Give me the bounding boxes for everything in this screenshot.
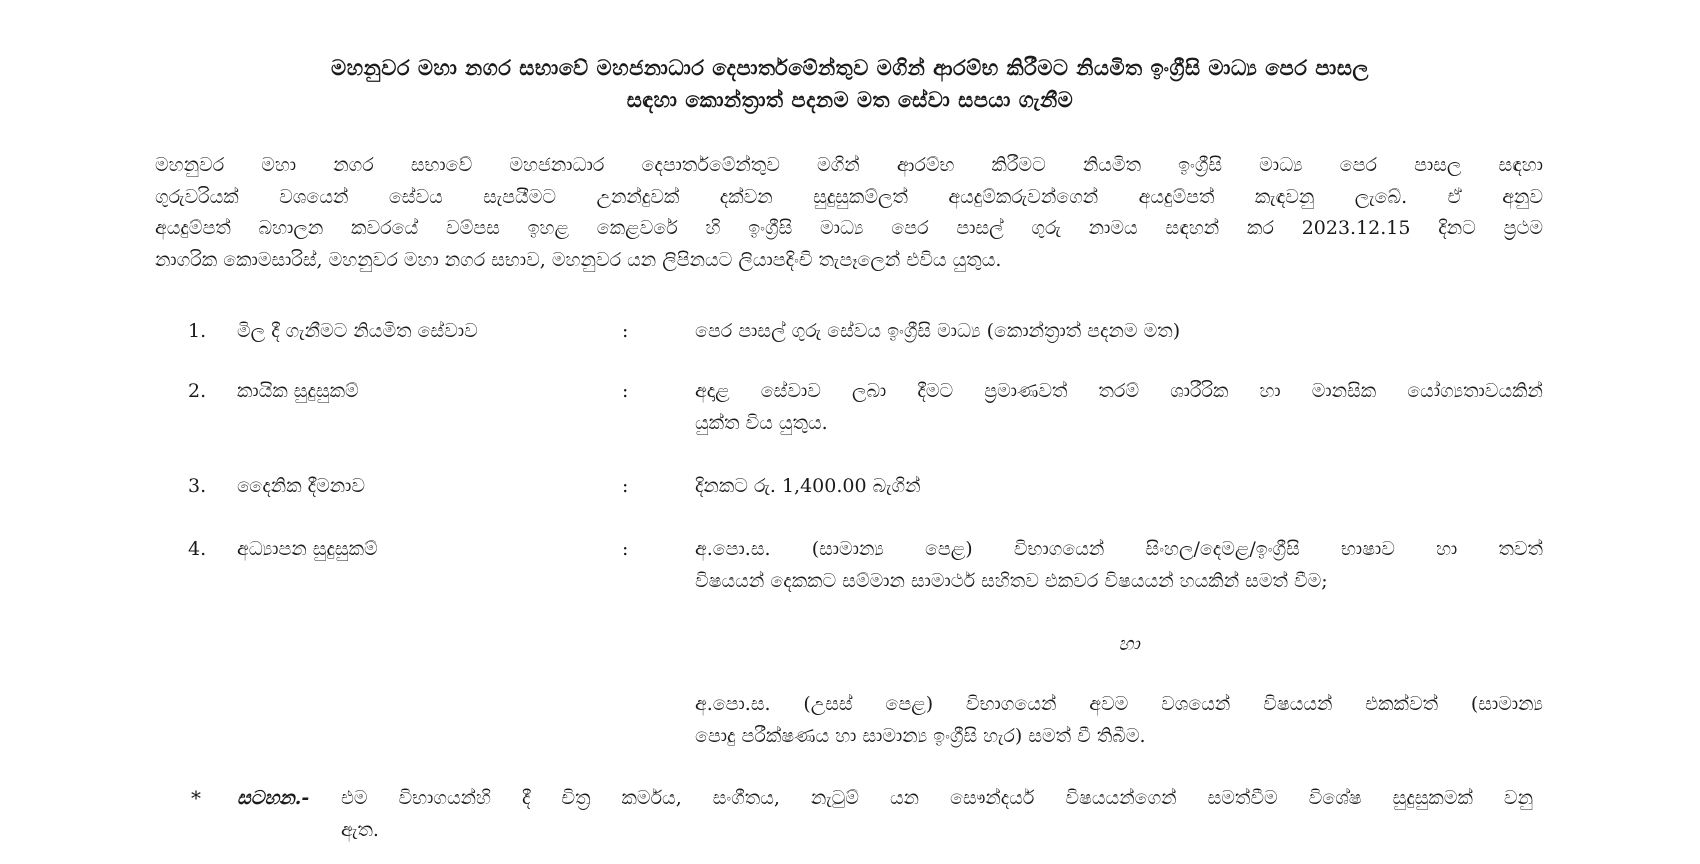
item-value [695, 470, 1543, 502]
item-number: 1. [188, 320, 207, 342]
intro-line-4: නාගරික කොමසාරිස්, මහනුවර මහා නගර සභාව, මහනුවර යන ලිපිනයට ලියාපදිංචි තැපෑලෙන් එවිය යුතුය. [155, 248, 1002, 271]
note-asterisk: * [191, 786, 201, 810]
document-title [150, 52, 1550, 116]
item-value-line: පොදු පරීක්ෂණය හා සාමාන්‍ය ඉංග්‍රීසි හැර) සමත් වී තිබීම. [695, 725, 1146, 747]
item-value-line: අ.පො.ස. (සාමාන්‍ය පෙළ) විභාගයෙන් සිංහල/දෙමළ/ඉංග්‍රීසි භාෂාව හා තවත් [695, 538, 1543, 560]
item-label: කායික සුදුසුකම් [237, 380, 359, 402]
intro-line-1: මහනුවර මහා නගර සභාවේ මහජනාධාර දෙපාර්තමේන්තුව මගින් ආරම්භ කිරීමට නියමිත ඉංග්‍රීසි මාධ්‍ය පෙර පාසල සඳහා [155, 154, 1543, 176]
item-colon: : [622, 475, 629, 497]
item-value-line: යුක්ත විය යුතුය. [695, 412, 828, 434]
note-line: එම විභාගයන්හි දී චිත්‍ර කර්මය, සංගීතය, නැටුම් යන සෞන්දර්ය විෂයයන්ගෙන් සමත්වීම විශේෂ සුදුසුකමක් වනු [341, 787, 1533, 809]
note-label: සටහන.- [237, 787, 310, 809]
item-value-line: දිනකට රු. 1,400.00 බැගින් [695, 475, 921, 497]
item-value-line: පෙර පාසල් ගුරු සේවය ඉංග්‍රීසි මාධ්‍ය (කොන්ත්‍රාත් පදනම මත) [695, 320, 1181, 342]
item-colon: : [622, 380, 629, 402]
item-colon: : [622, 320, 629, 342]
item-value-line: අ.පො.ස. (උසස් පෙළ) විභාගයෙන් අවම වශයෙන් විෂයයන් එකක්වත් (සාමාන්‍ය [695, 693, 1543, 715]
item-label: මිල දී ගැනීමට නියමිත සේවාව [237, 320, 478, 342]
item-colon: : [622, 538, 629, 560]
title-line-2: සඳහා කොන්ත්‍රාත් පදනම මත සේවා සපයා ගැනීම [626, 87, 1074, 112]
item-label: දෛනික දීමනාව [237, 475, 366, 497]
item-value-line: විෂයයන් දෙකකට සම්මාන සාමාර්ථ සහිතව එකවර විෂයයන් හයකින් සමත් වීම; [695, 570, 1328, 592]
note-text [341, 782, 1533, 846]
item-value-line: අදාළ සේවාව ලබා දීමට ප්‍රමාණවත් තරම් ශාරීරික හා මානසික යෝග්‍යතාවයකින් [695, 380, 1543, 402]
intro-line-2: ගුරුවරියක් වශයෙන් සේවය සැපයීමට උනන්දුවක් දක්වන සුදුසුකම්ලත් අයදුම්කරුවන්ගෙන් අයදුම්පත් කැඳවනු ලැබේ. ඒ අනුව [155, 185, 1543, 208]
note-line: ඇත. [341, 819, 379, 841]
item-value [695, 688, 1543, 752]
item-value [695, 315, 1543, 347]
item-label: අධ්‍යාපන සුදුසුකම් [237, 538, 378, 560]
item-number: 4. [188, 538, 207, 560]
intro-line-3: අයදුම්පත් බහාලන කවරයේ වම්පස ඉහළ කෙළවරේ හි ඉංග්‍රීසි මාධ්‍ය පෙර පාසල් ගුරු නාමය සඳහන් කර 2023.12.15 දිනට ප්‍රථම [155, 217, 1543, 239]
title-line-1: මහනුවර මහා නගර සභාවේ මහජනාධාර දෙපාර්තමේන්තුව මගින් ආරම්භ කිරීමට නියමිත ඉංග්‍රීසි මාධ්‍ය පෙර පාසල [331, 55, 1369, 80]
intro-paragraph [155, 150, 1543, 276]
conjunction-and: හා [1118, 633, 1140, 655]
item-value [695, 375, 1543, 439]
item-number: 3. [188, 475, 207, 497]
item-value [695, 533, 1543, 597]
item-number: 2. [188, 380, 207, 402]
